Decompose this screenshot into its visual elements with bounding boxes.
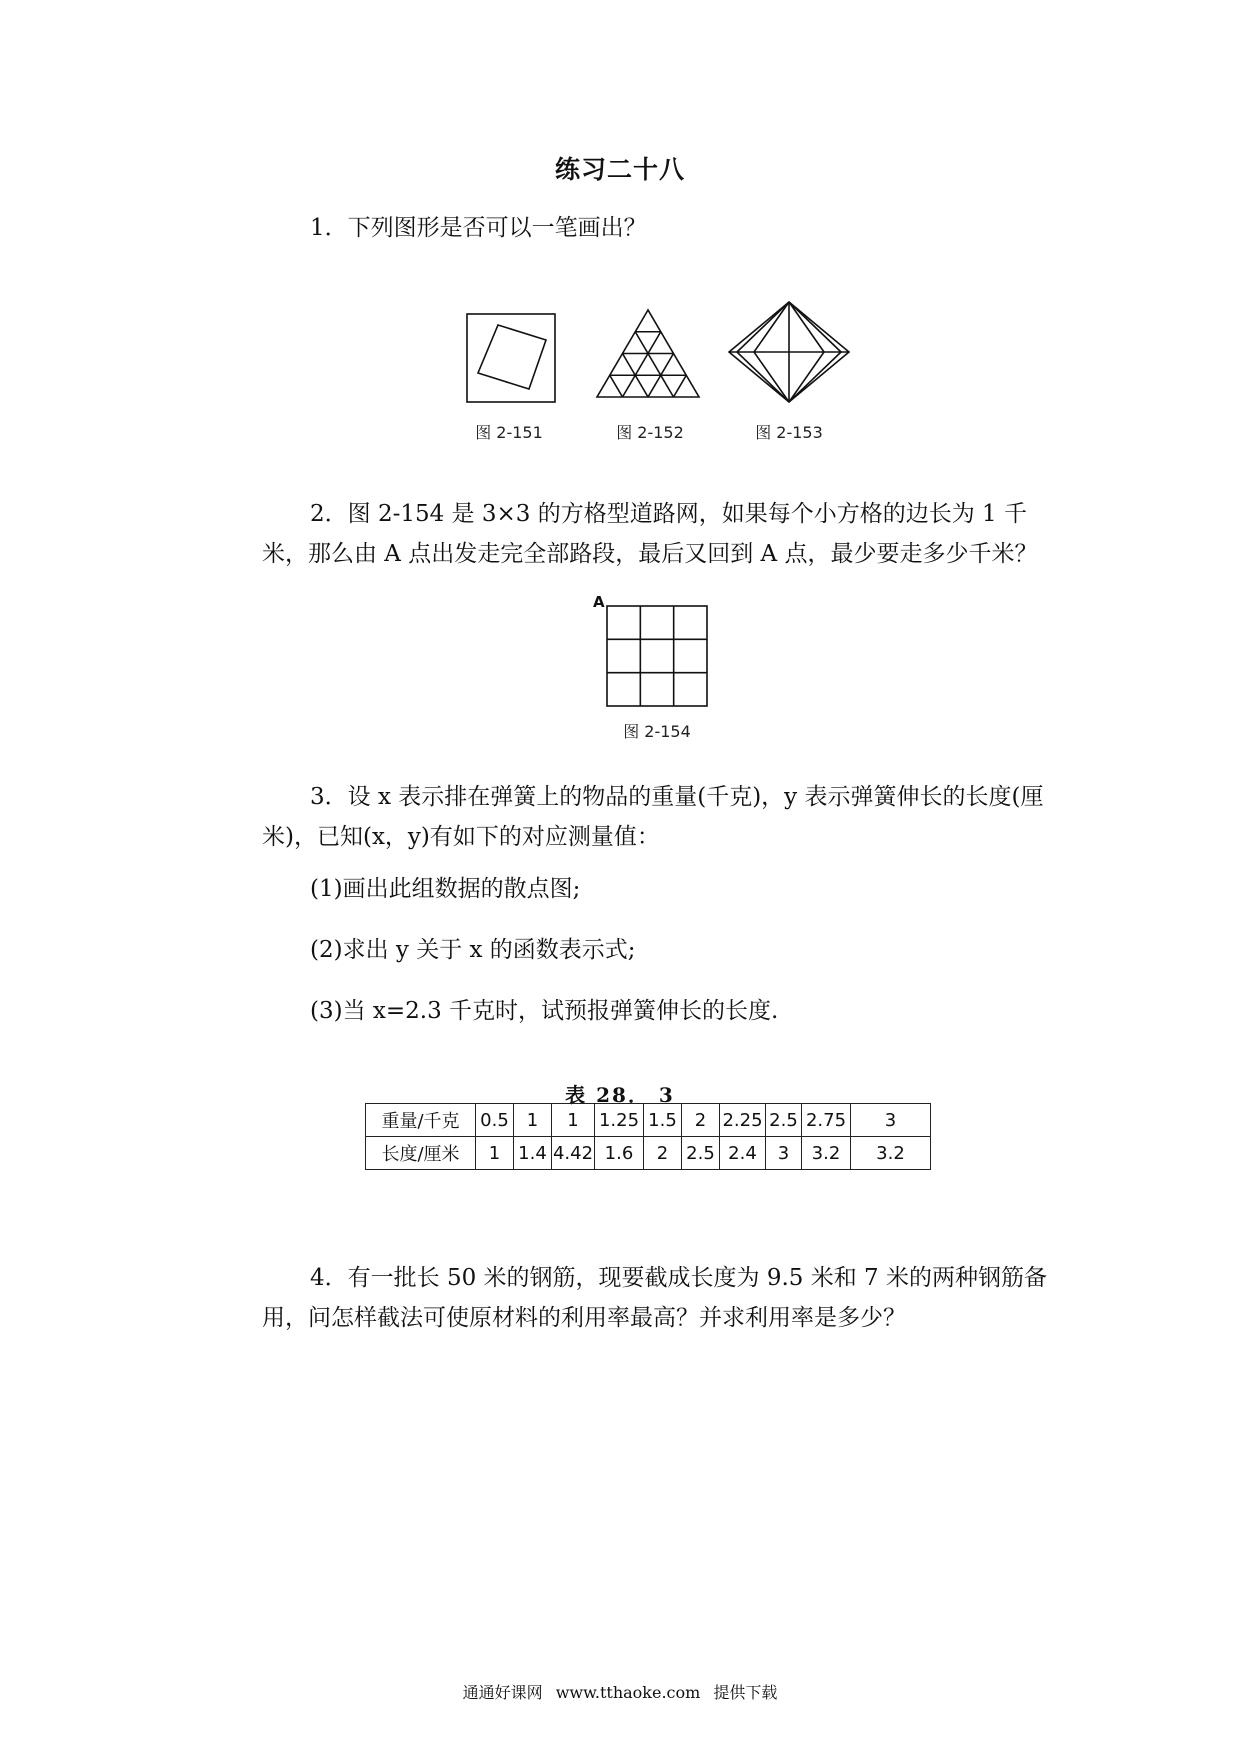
table-cell: 3 [851,1104,931,1137]
table-cell: 2.4 [720,1137,766,1170]
question-3-text: 3．设 x 表示排在弹簧上的物品的重量(千克)，y 表示弹簧伸长的长度(厘米)，已知(x，y)有如下的对应测量值： [262,784,1044,850]
table-header-length: 长度/厘米 [366,1137,476,1170]
figure-2-152-caption: 图 2-152 [616,423,684,442]
measurement-table [365,1103,931,1170]
table-cell: 1 [552,1104,595,1137]
figure-2-152-triangle-grid-icon [593,308,703,398]
table-header-weight: 重量/千克 [366,1104,476,1137]
figure-2-153-rhombus-icon [727,300,851,404]
table-caption: 表 28． 3 [565,1083,675,1107]
page-footer [0,1680,1240,1703]
table-cell: 2 [644,1137,682,1170]
table-cell: 4.42 [552,1137,595,1170]
question-4-text: 4．有一批长 50 米的钢筋，现要截成长度为 9.5 米和 7 米的两种钢筋备用，问怎样截法可使原材料的利用率最高？并求利用率是多少？ [262,1265,1047,1331]
table-cell: 2.5 [682,1137,720,1170]
table-cell: 2.75 [802,1104,851,1137]
table-cell: 2.25 [720,1104,766,1137]
footer-site-name: 通通好课网 [462,1683,543,1702]
question-2-text: 2．图 2-154 是 3×3 的方格型道路网，如果每个小方格的边长为 1 千米，那么由 A 点出发走完全部路段，最后又回到 A 点，最少要走多少千米？ [262,501,1038,567]
figure-2-154-grid-icon [606,605,708,707]
table-cell: 1 [476,1137,514,1170]
table-row-length [366,1137,931,1170]
table-cell: 2 [682,1104,720,1137]
figure-2-151-square-icon [466,313,556,403]
table-cell: 1.6 [595,1137,644,1170]
question-3-sub-1: (1)画出此组数据的散点图; [310,876,581,902]
figure-2-154-caption: 图 2-154 [623,722,691,741]
table-cell: 2.5 [766,1104,802,1137]
table-cell: 1.25 [595,1104,644,1137]
table-cell: 0.5 [476,1104,514,1137]
question-3-sub-2: (2)求出 y 关于 x 的函数表示式; [310,937,636,963]
table-row-weight [366,1104,931,1137]
table-cell: 1.5 [644,1104,682,1137]
point-a-label: A [593,593,605,611]
table-cell: 3 [766,1137,802,1170]
question-3-sub-3: (3)当 x=2.3 千克时，试预报弹簧伸长的长度. [310,998,779,1024]
table-cell: 1.4 [514,1137,552,1170]
figure-2-153-caption: 图 2-153 [755,423,823,442]
page-title: 练习二十八 [554,155,685,184]
figure-2-151-caption: 图 2-151 [475,423,543,442]
table-cell: 3.2 [851,1137,931,1170]
table-cell: 3.2 [802,1137,851,1170]
question-1-text: 1．下列图形是否可以一笔画出？ [310,215,647,241]
footer-url-link[interactable]: www.tthaoke.com [555,1683,701,1702]
footer-suffix: 提供下载 [713,1683,778,1702]
table-cell: 1 [514,1104,552,1137]
